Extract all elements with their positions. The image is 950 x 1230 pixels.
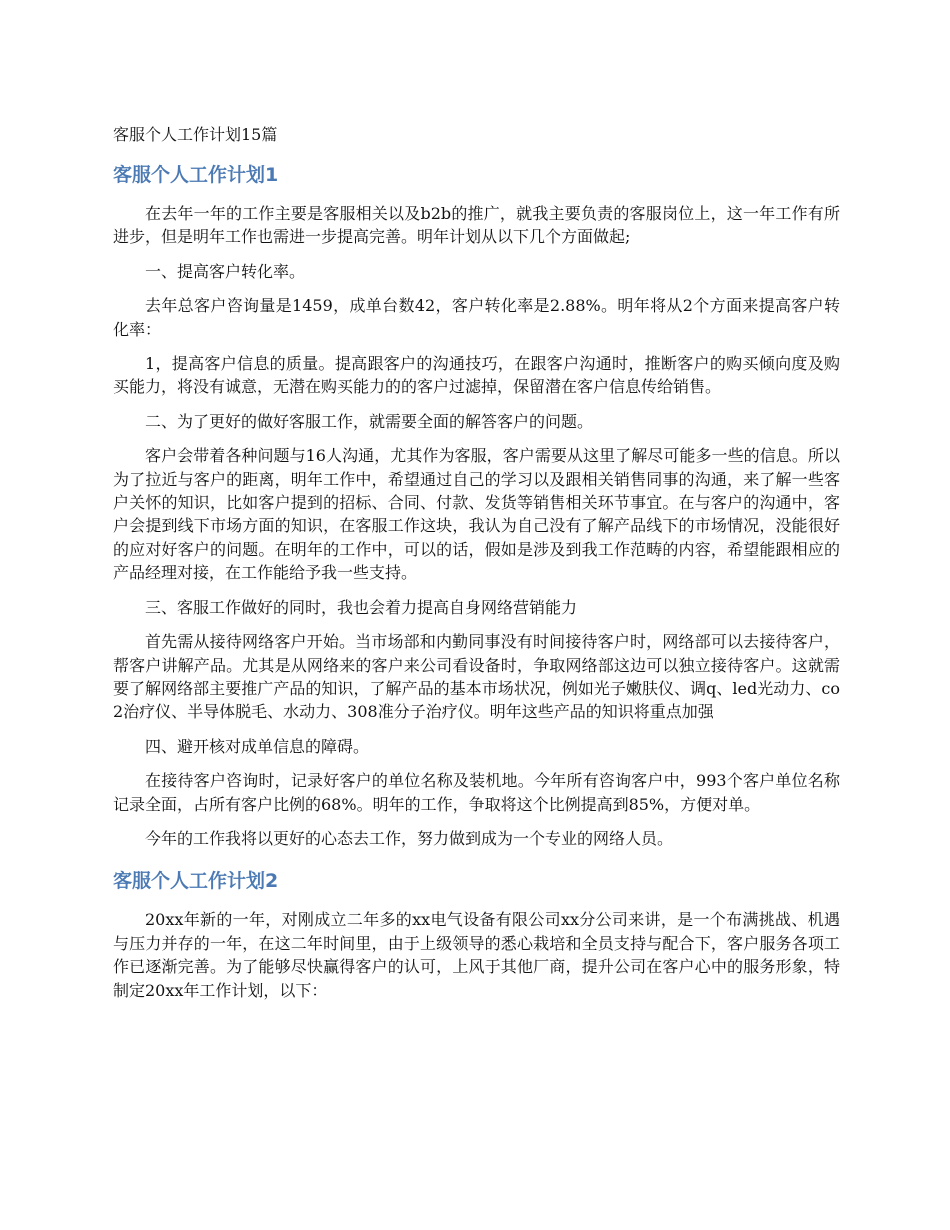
paragraph: 20xx年新的一年，对刚成立二年多的xx电气设备有限公司xx分公司来讲，是一个布满挑战、机遇与压力并存的一年，在这二年时间里，由于上级领导的悉心栽培和全员支持与配合下，客户服务各项工作已逐渐完善。为了能够尽快赢得客户的认可，上风于其他厂商，提升公司在客户心中的服务形象，特制定20xx年工作计划，以下： — [113, 910, 840, 1000]
document-page — [113, 124, 840, 1013]
section-heading: 客服个人工作计划1 — [113, 164, 279, 186]
paragraph: 客户会带着各种问题与16人沟通，尤其作为客服，客户需要从这里了解尽可能多一些的信息。所以为了拉近与客户的距离，明年工作中，希望通过自己的学习以及跟相关销售同事的沟通，来了解一些客户关怀的知识，比如客户提到的招标、合同、付款、发货等销售相关环节事宜。在与客户的沟通中，客户会提到线下市场方面的知识，在客服工作这块，我认为自己没有了解产品线下的市场情况，没能很好的应对好客户的问题。在明年的工作中，可以的话，假如是涉及到我工作范畴的内容，希望能跟相应的产品经理对接，在工作能给予我一些支持。 — [113, 446, 840, 583]
paragraph: 一、提高客户转化率。 — [145, 261, 306, 281]
document-title: 客服个人工作计划15篇 — [113, 125, 278, 144]
paragraph: 三、客服工作做好的同时，我也会着力提高自身网络营销能力 — [145, 597, 578, 617]
paragraph: 去年总客户咨询量是1459，成单台数42，客户转化率是2.88%。明年将从2个方面来提高客户转化率： — [113, 296, 840, 339]
paragraph: 首先需从接待网络客户开始。当市场部和内勤同事没有时间接待客户时，网络部可以去接待客户，帮客户讲解产品。尤其是从网络来的客户来公司看设备时，争取网络部这边可以独立接待客户。这就需要了解网络部主要推广产品的知识，了解产品的基本市场状况，例如光子嫩肤仪、调q、led光动力、co2治疗仪、半导体脱毛、水动力、308准分子治疗仪。明年这些产品的知识将重点加强 — [113, 632, 840, 722]
section-plan-1 — [113, 162, 840, 850]
paragraph: 在去年一年的工作主要是客服相关以及b2b的推广，就我主要负责的客服岗位上，这一年工作有所进步，但是明年工作也需进一步提高完善。明年计划从以下几个方面做起; — [113, 204, 840, 247]
paragraph: 四、避开核对成单信息的障碍。 — [145, 736, 370, 756]
paragraph: 二、为了更好的做好客服工作，就需要全面的解答客户的问题。 — [145, 411, 594, 431]
paragraph: 在接待客户咨询时，记录好客户的单位名称及装机地。今年所有咨询客户中，993个客户单位名称记录全面，占所有客户比例的68%。明年的工作，争取将这个比例提高到85%，方便对单。 — [113, 771, 840, 814]
paragraph: 今年的工作我将以更好的心态去工作，努力做到成为一个专业的网络人员。 — [145, 828, 674, 848]
section-heading: 客服个人工作计划2 — [113, 870, 279, 893]
section-plan-2 — [113, 868, 840, 1002]
paragraph: 1，提高客户信息的质量。提高跟客户的沟通技巧，在跟客户沟通时，推断客户的购买倾向度及购买能力，将没有诚意，无潜在购买能力的的客户过滤掉，保留潜在客户信息传给销售。 — [113, 354, 840, 397]
